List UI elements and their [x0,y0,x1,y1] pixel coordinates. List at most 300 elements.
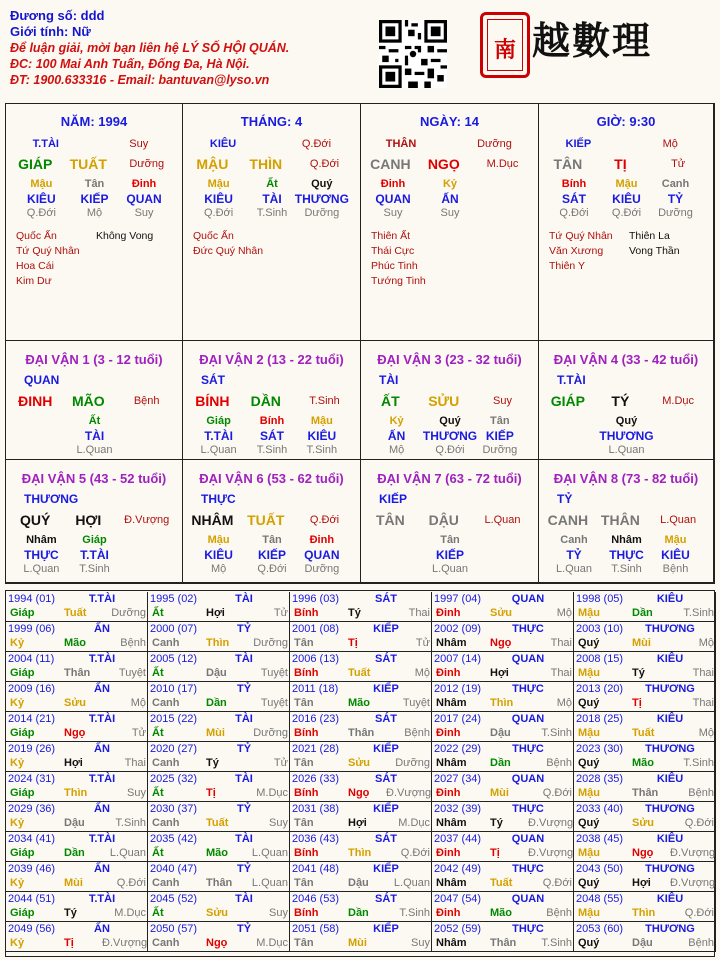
hidden-god: THƯƠNG [294,192,349,206]
year-branch: Tuất [206,817,229,829]
year-branch: Dậu [632,937,653,949]
year-stem: Quý [578,877,600,889]
year-label: 2045 (52) [150,893,198,905]
dai-van-hidden-god: ẤN [387,429,406,443]
year-state: Thai [692,667,714,679]
dai-van-god: SÁT [201,373,225,387]
year-branch: Hợi [348,817,367,829]
year-stem: Quý [578,757,600,769]
dai-van-hidden-god: KIẾP [485,429,514,443]
year-cell [574,592,716,622]
year-stem: Nhâm [436,697,467,709]
year-cell [6,712,148,742]
year-label: 2034 (41) [8,833,56,845]
year-god: SÁT [375,593,397,605]
year-branch: Thìn [206,637,230,649]
year-branch: Dậu [64,817,85,829]
year-state: Mộ [414,667,430,679]
dai-van-hidden-stem: Kỷ [389,415,404,427]
year-label: 2028 (35) [576,773,624,785]
year-god: SÁT [375,893,397,905]
year-branch: Mão [490,907,512,919]
year-god: THỰC [512,683,544,695]
dai-van-god: TỶ [557,492,573,506]
year-stem: Canh [152,697,180,709]
year-cell [432,802,574,832]
year-label: 2001 (08) [292,623,340,635]
year-god: THƯƠNG [645,863,695,875]
year-state: Bệnh [546,907,572,919]
year-stem: Kỷ [10,817,25,829]
dai-van-branch: DẦN [250,393,281,409]
year-branch: Tuất [490,877,513,889]
year-label: 2050 (57) [150,923,198,935]
pillar-state-top: Suy [129,138,149,150]
year-stem: Bính [294,787,319,799]
year-stem: Nhâm [436,637,467,649]
year-label: 2004 (11) [8,653,55,665]
pillar-cell [6,104,183,341]
year-state: Tuyệt [402,697,430,709]
year-branch: Tý [348,607,361,619]
year-branch: Dần [632,607,653,619]
dai-van-state: Suy [493,395,512,407]
dai-van-hidden-stem: Mậu [664,534,687,546]
dai-van-hidden-state: Q.Đới [257,563,287,575]
year-label: 2037 (44) [434,833,482,845]
year-state: Thai [692,697,714,709]
hidden-god: TỶ [667,192,684,206]
dai-van-stem: QUÝ [20,512,51,528]
year-cell [6,592,148,622]
year-stem: Mậu [578,907,600,919]
year-god: TỶ [236,803,252,815]
year-state: Bệnh [404,727,430,739]
year-label: 2015 (22) [150,713,198,725]
dai-van-hidden-state: T.Sinh [306,444,338,456]
year-branch: Thân [64,667,91,679]
year-stem: Ất [152,847,164,859]
year-branch: Sửu [632,817,655,829]
year-branch: Mão [206,847,228,859]
year-god: KIẾP [373,923,399,935]
year-god: T.TÀI [88,833,116,845]
year-label: 2043 (50) [576,863,624,875]
year-branch: Tuất [632,727,655,739]
year-stem: Giáp [10,847,35,859]
earthly-branch: TỊ [614,156,627,172]
year-label: 2030 (37) [150,803,198,815]
year-stem: Quý [578,637,600,649]
year-stem: Kỷ [10,877,25,889]
year-state: Tuyệt [260,697,288,709]
year-branch: Sửu [490,607,513,619]
year-label: 2027 (34) [434,773,482,785]
dai-van-hidden-stem: Giáp [82,534,107,546]
year-state: Dưỡng [111,607,146,619]
year-state: Đ.Vượng [528,817,574,829]
hidden-stem: Quý [311,178,333,190]
year-stem: Tân [294,637,314,649]
year-cell [574,742,716,772]
qr-code-icon [379,20,447,88]
pillar-cell [183,104,361,341]
year-cell [574,772,716,802]
year-branch: Dậu [490,727,511,739]
dai-van-hidden-god: TỶ [566,548,582,562]
year-god: THƯƠNG [645,743,695,755]
year-god: TỶ [236,683,252,695]
dai-van-title: ĐẠI VẬN 4 (33 - 42 tuổi) [553,352,699,367]
year-cell [290,622,432,652]
dai-van-hidden-stem: Giáp [206,415,231,427]
dai-van-hidden-state: Dưỡng [304,563,340,575]
dai-van-hidden-god: THỰC [609,548,644,562]
year-label: 2029 (36) [8,803,56,815]
year-cell [148,592,290,622]
year-state: Thai [550,667,572,679]
year-branch: Tuất [348,667,371,679]
year-stem: Kỷ [10,697,25,709]
dai-van-cell [6,460,183,583]
year-branch: Mùi [490,787,509,799]
year-label: 2042 (49) [434,863,482,875]
dai-van-state: M.Dục [662,395,695,407]
year-stem: Canh [152,877,180,889]
dai-van-branch: TÝ [611,393,630,409]
dai-van-stem: TÂN [375,512,405,528]
year-label: 2036 (43) [292,833,340,845]
dai-van-stem: CANH [547,512,589,528]
dai-van-god: QUAN [24,373,60,387]
year-god: KIÊU [656,833,684,845]
year-stem: Tân [294,757,314,769]
year-label: 2053 (60) [576,923,624,935]
year-state: Dưỡng [253,727,288,739]
year-cell [290,712,432,742]
heavenly-stem: TÂN [553,156,583,172]
dai-van-stem: ẤT [381,393,400,409]
year-label: 2005 (12) [150,653,198,665]
dai-van-hidden-state: L.Quan [23,563,60,575]
dai-van-hidden-state: L.Quan [76,444,113,456]
year-stem: Giáp [10,787,35,799]
year-cell [432,862,574,892]
hidden-stem: Đinh [131,178,157,190]
year-label: 2000 (07) [150,623,198,635]
dai-van-cell [183,341,361,460]
hidden-god: SÁT [562,192,586,206]
dai-van-title: ĐẠI VẬN 8 (73 - 82 tuổi) [553,471,699,486]
dai-van-god: THƯƠNG [24,492,79,506]
year-stem: Ất [152,667,164,679]
year-state: Đ.Vượng [670,847,716,859]
year-cell [148,622,290,652]
star-left: Phúc Tinh [371,260,418,272]
year-stem: Quý [578,817,600,829]
star-left: Tứ Quý Nhân [16,245,80,257]
dai-van-hidden-state: L.Quan [200,444,237,456]
star-left: Quốc Ấn [193,230,234,242]
hidden-stem: Tân [84,178,105,190]
dai-van-hidden-god: THỰC [24,548,59,562]
year-god: TỶ [236,923,252,935]
dai-van-hidden-god: KIÊU [204,548,233,562]
year-cell [6,862,148,892]
year-branch: Hợi [490,667,509,679]
star-left: Quốc Ấn [16,230,57,242]
hidden-state: Suy [134,207,154,219]
year-state: Đ.Vượng [528,847,574,859]
year-god: T.TÀI [88,713,116,725]
year-god: ẤN [94,863,110,875]
heavenly-stem: MẬU [196,156,229,172]
year-cell [290,682,432,712]
year-stem: Canh [152,637,180,649]
dai-van-state: Bệnh [133,395,160,407]
year-branch: Hợi [632,877,651,889]
year-stem: Ất [152,607,164,619]
year-branch: Tị [490,847,500,859]
pillar-cell [361,104,539,341]
address-line: ĐC: 100 Mai Anh Tuấn, Đống Đa, Hà Nội. [10,57,250,71]
year-stem: Mậu [578,667,600,679]
year-cell [432,892,574,922]
year-god: QUAN [511,713,545,725]
year-god: TỶ [236,863,252,875]
hidden-stem: Đinh [380,178,406,190]
year-branch: Mão [632,757,654,769]
year-god: THƯƠNG [645,623,695,635]
year-god: KIÊU [656,773,684,785]
year-stem: Tân [294,697,314,709]
year-state: Mộ [130,697,146,709]
branch-state: Tử [671,158,686,170]
year-cell [432,772,574,802]
year-branch: Tị [348,637,358,649]
year-label: 2033 (40) [576,803,624,815]
hidden-god: KIÊU [27,192,56,206]
year-state: L.Quan [393,877,430,889]
year-branch: Thìn [490,697,514,709]
year-state: Bệnh [546,757,572,769]
year-cell [148,862,290,892]
pillar-title: GIỜ: 9:30 [596,114,656,129]
year-state: L.Quan [109,847,146,859]
year-stem: Kỷ [10,637,25,649]
year-branch: Dần [348,907,369,919]
year-stem: Bính [294,907,319,919]
year-stem: Ất [152,907,164,919]
hidden-state: Dưỡng [658,207,693,219]
hidden-state: Suy [440,207,460,219]
dai-van-branch: SỬU [428,393,460,409]
dai-van-branch: THÂN [600,512,640,528]
year-stem: Bính [294,667,319,679]
year-cell [574,862,716,892]
year-stem: Quý [578,937,600,949]
year-branch: Thân [348,727,375,739]
year-god: TÀI [235,593,253,605]
branch-state: Dưỡng [129,158,165,170]
year-god: TỶ [236,623,252,635]
year-god: KIÊU [656,653,684,665]
year-label: 2014 (21) [8,713,56,725]
hidden-god: TÀI [262,192,282,206]
dai-van-hidden-god: T.TÀI [80,548,109,562]
year-state: Suy [411,937,430,949]
pillar-god: THÂN [385,138,417,150]
year-branch: Tý [206,757,219,769]
year-stem: Giáp [10,907,35,919]
dai-van-hidden-stem: Ất [88,415,101,427]
year-stem: Bính [294,607,319,619]
year-label: 2039 (46) [8,863,56,875]
hidden-state: Q.Đới [203,207,234,219]
year-cell [148,742,290,772]
year-stem: Mậu [578,607,600,619]
year-branch: Mão [64,637,86,649]
year-cell [574,832,716,862]
dai-van-cell [361,341,539,460]
year-god: KIẾP [373,803,399,815]
year-cell [148,682,290,712]
dai-van-cell [361,460,539,583]
year-branch: Tị [632,697,642,709]
year-cell [290,802,432,832]
dai-van-hidden-state: L.Quan [431,563,469,575]
pillar-god: KIÊU [209,138,237,150]
earthly-branch: TUẤT [69,156,107,172]
dai-van-hidden-god: SÁT [260,429,284,443]
year-cell [574,802,716,832]
dai-van-title: ĐẠI VẬN 1 (3 - 12 tuổi) [25,352,163,367]
year-branch: Sửu [206,907,229,919]
star-left: Thiên Y [549,260,585,272]
pillar-state-top: Q.Đới [301,138,332,150]
phone-email-line: ĐT: 1900.633316 - Email: bantuvan@lyso.vn [10,73,270,87]
year-god: T.TÀI [88,653,116,665]
hidden-god: QUAN [375,192,411,206]
year-label: 1994 (01) [8,593,56,605]
year-god: THỰC [512,923,544,935]
year-branch: Dần [206,697,227,709]
year-state: Q.Đới [542,877,572,889]
year-state: Mộ [698,637,714,649]
year-branch: Tý [632,667,645,679]
hidden-stem: Kỷ [442,178,458,190]
star-right: Vong Thần [629,245,680,257]
year-label: 2017 (24) [434,713,482,725]
year-god: KIÊU [656,593,684,605]
year-cell [148,892,290,922]
year-state: Tuyệt [260,667,288,679]
year-god: ẤN [94,743,110,755]
year-state: L.Quan [251,847,288,859]
dai-van-branch: HỢI [75,512,102,528]
year-state: T.Sinh [541,727,572,739]
year-god: TÀI [235,833,253,845]
earthly-branch: NGỌ [427,156,460,172]
dai-van-hidden-state: Bệnh [662,563,689,575]
year-state: T.Sinh [541,937,572,949]
year-label: 2020 (27) [150,743,198,755]
pillar-state-top: Mộ [662,138,678,150]
year-branch: Sửu [348,757,371,769]
hidden-state: Dưỡng [304,207,340,219]
hidden-state: Q.Đới [559,207,589,219]
hidden-stem: Canh [661,178,690,190]
pillar-god: KIẾP [565,138,592,150]
dai-van-hidden-stem: Quý [439,415,461,427]
year-label: 1996 (03) [292,593,340,605]
hidden-god: ẤN [441,192,459,206]
year-cell [432,622,574,652]
year-branch: Mùi [206,727,225,739]
year-state: Bệnh [120,637,146,649]
year-cell [574,622,716,652]
year-cell [148,802,290,832]
hidden-state: Q.Đới [611,207,642,219]
hidden-state: Mộ [86,207,103,219]
year-label: 2047 (54) [434,893,482,905]
year-state: Đ.Vượng [102,937,148,949]
year-state: Thai [124,757,146,769]
year-branch: Mùi [64,877,83,889]
dai-van-hidden-state: T.Sinh [256,444,288,456]
year-branch: Mùi [632,637,651,649]
year-state: Dưỡng [395,757,430,769]
year-god: TÀI [235,653,253,665]
year-label: 2021 (28) [292,743,340,755]
year-god: THƯƠNG [645,803,695,815]
year-branch: Thân [490,937,517,949]
year-stem: Mậu [578,787,600,799]
year-label: 2032 (39) [434,803,482,815]
contact-line: Để luận giải, mời bạn liên hệ LÝ SỐ HỘI QUÁN. [10,41,290,55]
year-label: 2003 (10) [576,623,624,635]
year-cell [290,652,432,682]
year-branch: Tý [64,907,77,919]
dai-van-god: KIẾP [379,492,408,506]
year-state: Tuyệt [118,667,146,679]
dai-van-state: Đ.Vượng [124,514,170,526]
year-god: KIÊU [656,713,684,725]
dai-van-hidden-state: L.Quan [608,444,645,456]
year-stem: Đinh [436,847,461,859]
year-god: THỰC [512,863,544,875]
year-god: KIẾP [373,863,399,875]
year-god: QUAN [511,833,545,845]
year-branch: Ngọ [64,727,86,739]
year-state: T.Sinh [683,607,714,619]
pillar-title: NĂM: 1994 [60,114,128,129]
dai-van-hidden-state: L.Quan [555,563,593,575]
star-left: Thiên Ất [371,230,411,242]
year-state: Đ.Vượng [386,787,432,799]
year-cell [432,922,574,952]
year-stem: Ất [152,727,164,739]
year-stem: Kỷ [10,937,25,949]
dai-van-hidden-state: T.Sinh [611,563,642,575]
year-cell [6,802,148,832]
dai-van-hidden-god: THƯƠNG [599,429,654,443]
dai-van-hidden-state: Dưỡng [482,444,518,456]
year-stem: Đinh [436,907,461,919]
owner-gender: Giới tính: Nữ [10,24,91,39]
dai-van-state: L.Quan [484,514,521,526]
year-branch: Tý [490,817,503,829]
